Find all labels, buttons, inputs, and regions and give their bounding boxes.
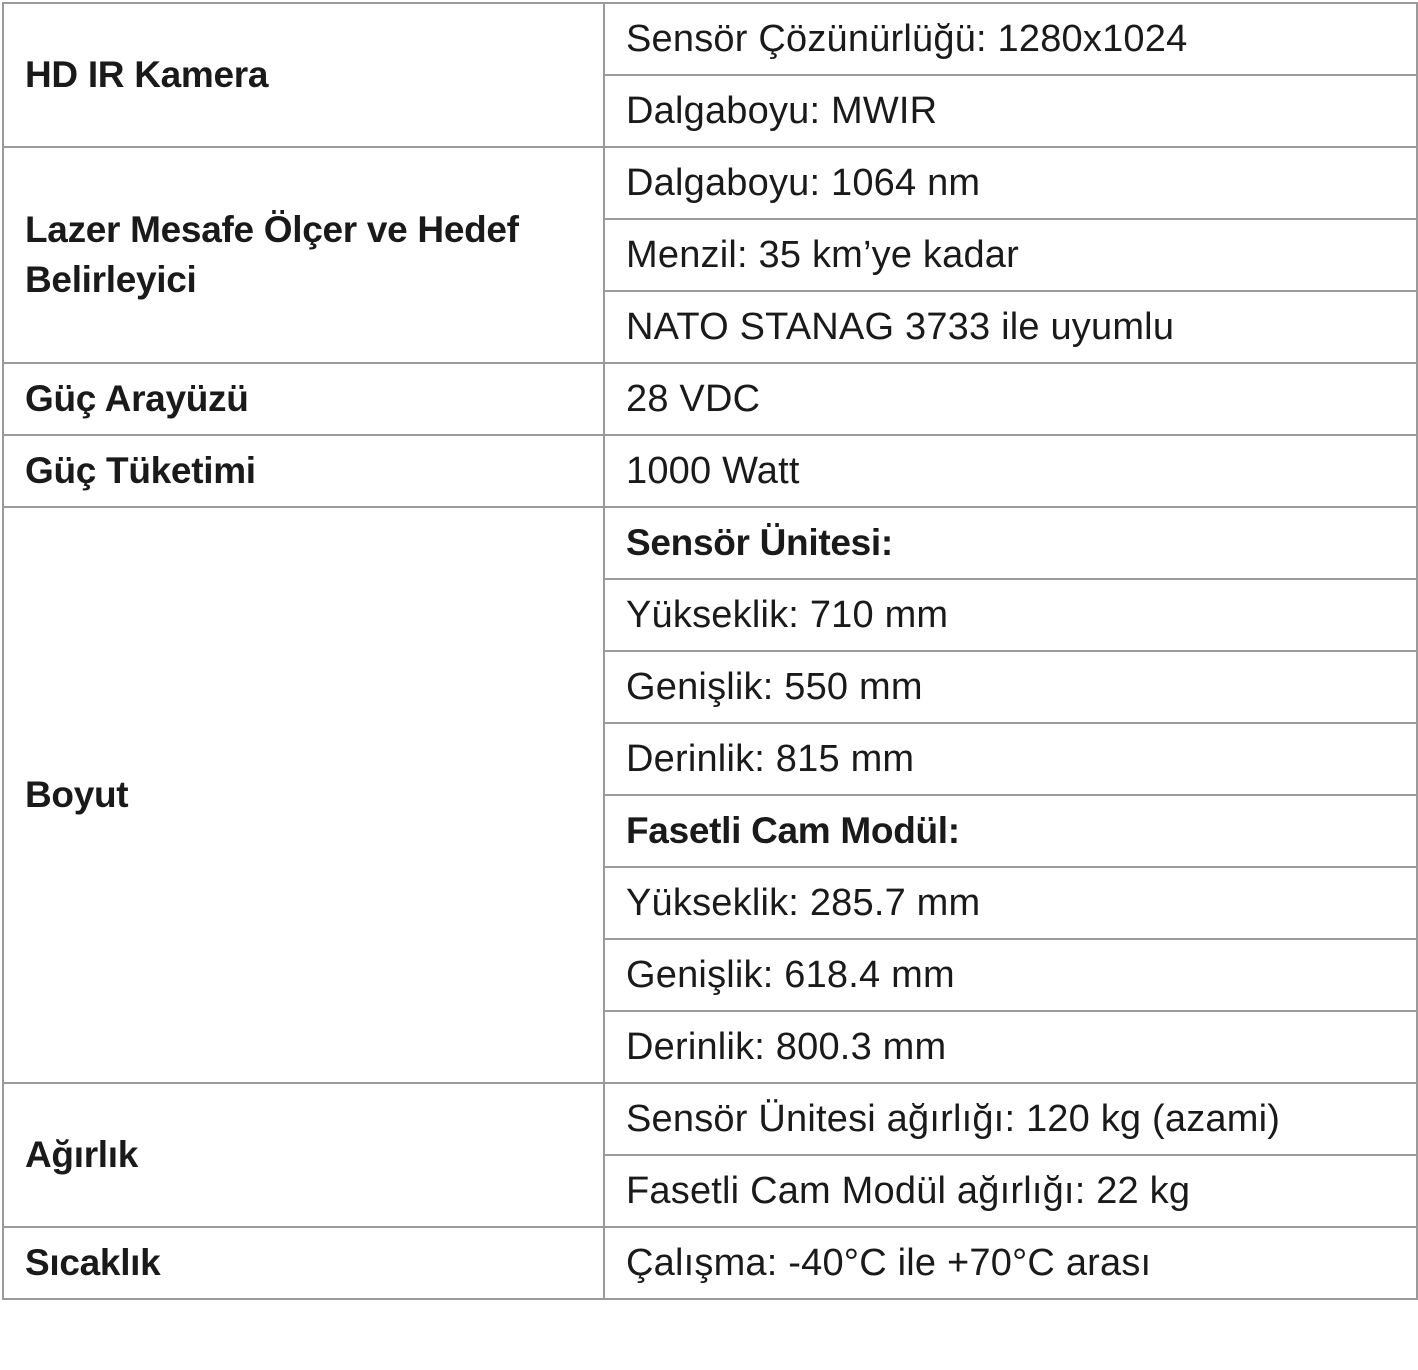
spec-value: Derinlik: 815 mm bbox=[604, 723, 1417, 795]
spec-label: Boyut bbox=[3, 507, 604, 1083]
spec-label: Sıcaklık bbox=[3, 1227, 604, 1299]
spec-value: Sensör Çözünürlüğü: 1280x1024 bbox=[604, 3, 1417, 75]
spec-value: Çalışma: -40°C ile +70°C arası bbox=[604, 1227, 1417, 1299]
spec-value: Dalgaboyu: 1064 nm bbox=[604, 147, 1417, 219]
table-row bbox=[3, 507, 1417, 579]
spec-label: Ağırlık bbox=[3, 1083, 604, 1227]
spec-value: NATO STANAG 3733 ile uyumlu bbox=[604, 291, 1417, 363]
spec-label: Lazer Mesafe Ölçer ve Hedef Belirleyici bbox=[3, 147, 604, 363]
spec-value: Fasetli Cam Modül ağırlığı: 22 kg bbox=[604, 1155, 1417, 1227]
spec-table-body bbox=[3, 3, 1417, 1299]
spec-value: 28 VDC bbox=[604, 363, 1417, 435]
table-row bbox=[3, 1083, 1417, 1155]
spec-value: Yükseklik: 710 mm bbox=[604, 579, 1417, 651]
spec-value: Menzil: 35 km’ye kadar bbox=[604, 219, 1417, 291]
spec-label: Güç Arayüzü bbox=[3, 363, 604, 435]
spec-value: Dalgaboyu: MWIR bbox=[604, 75, 1417, 147]
spec-value: Genişlik: 550 mm bbox=[604, 651, 1417, 723]
spec-subheading: Sensör Ünitesi: bbox=[604, 507, 1417, 579]
table-row bbox=[3, 147, 1417, 219]
spec-label: HD IR Kamera bbox=[3, 3, 604, 147]
spec-value: Sensör Ünitesi ağırlığı: 120 kg (azami) bbox=[604, 1083, 1417, 1155]
spec-value: 1000 Watt bbox=[604, 435, 1417, 507]
spec-subheading: Fasetli Cam Modül: bbox=[604, 795, 1417, 867]
table-row bbox=[3, 363, 1417, 435]
table-row bbox=[3, 1227, 1417, 1299]
spec-value: Yükseklik: 285.7 mm bbox=[604, 867, 1417, 939]
table-row bbox=[3, 435, 1417, 507]
spec-value: Genişlik: 618.4 mm bbox=[604, 939, 1417, 1011]
table-row bbox=[3, 3, 1417, 75]
spec-value: Derinlik: 800.3 mm bbox=[604, 1011, 1417, 1083]
spec-label: Güç Tüketimi bbox=[3, 435, 604, 507]
spec-table bbox=[2, 2, 1418, 1300]
